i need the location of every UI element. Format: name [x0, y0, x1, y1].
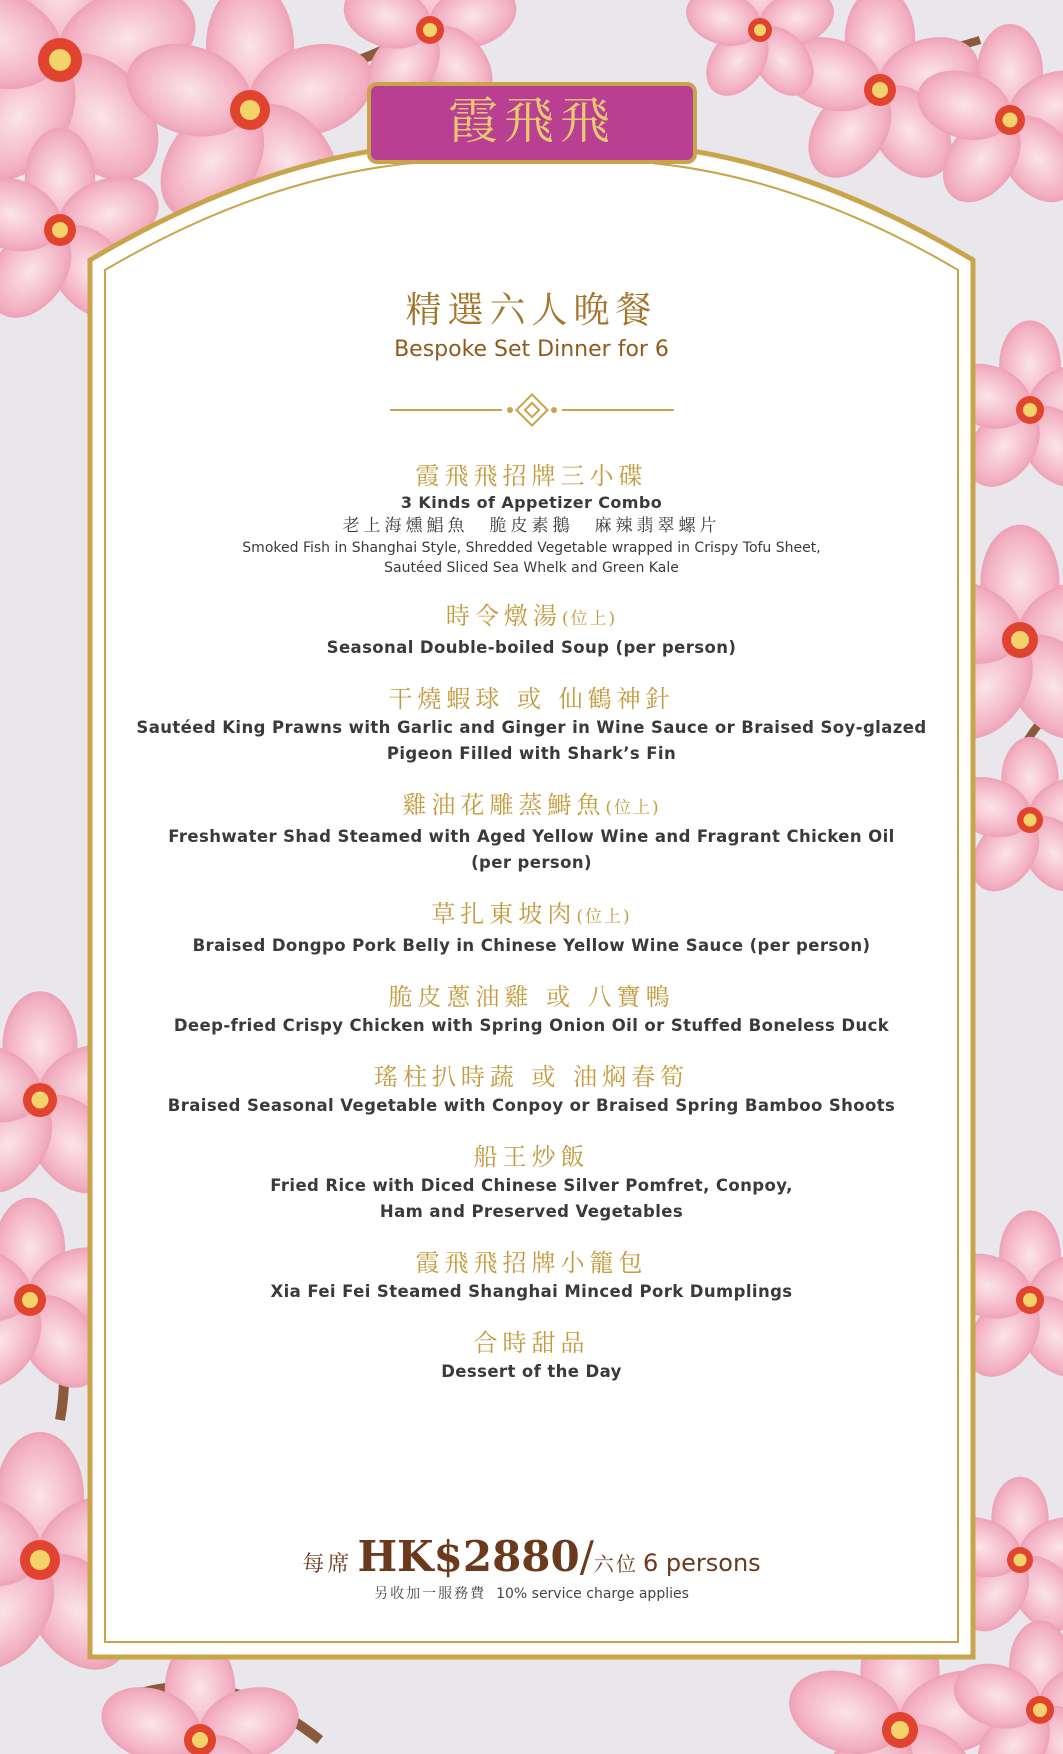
per-person-tag: (位上): [605, 798, 661, 818]
dish-detail-en-2: Sautéed Sliced Sea Whelk and Green Kale: [384, 560, 679, 576]
dish-name-zh: 雞油花雕蒸鰣魚(位上): [402, 791, 661, 819]
dish-name-en-2: Ham and Preserved Vegetables: [379, 1202, 684, 1221]
dish-dumplings: [110, 1247, 953, 1305]
logo-text: 霞飛飛: [448, 92, 616, 150]
dish-name-en: Dessert of the Day: [441, 1362, 622, 1381]
service-charge-en: 10% service charge applies: [496, 1586, 689, 1602]
service-charge-zh: 另收加一服務費: [374, 1586, 487, 1602]
menu-title-en: Bespoke Set Dinner for 6: [394, 337, 669, 362]
dish-name-en: Seasonal Double-boiled Soup (per person): [326, 638, 737, 657]
dish-name-zh: 合時甜品: [473, 1329, 590, 1357]
dish-chicken-duck: [110, 981, 953, 1039]
dish-name-zh: 船王炒飯: [473, 1143, 590, 1171]
price-persons-en: 6 persons: [643, 1549, 761, 1577]
dish-prawns-pigeon: [110, 683, 953, 767]
dish-name-zh: 干燒蝦球 或 仙鶴神針: [388, 685, 675, 713]
dish-fried-rice: [110, 1141, 953, 1225]
dish-name-en: Deep-fried Crispy Chicken with Spring Onion Oil or Stuffed Boneless Duck: [173, 1016, 890, 1035]
dish-name-en: Braised Seasonal Vegetable with Conpoy or Braised Spring Bamboo Shoots: [167, 1096, 896, 1115]
dish-soup: [110, 600, 953, 661]
dish-vegetable: [110, 1061, 953, 1119]
price-persons-zh: 六位: [593, 1552, 638, 1576]
dish-name-en: Xia Fei Fei Steamed Shanghai Minced Pork Dumplings: [270, 1282, 793, 1301]
price-amount: HK$2880: [357, 1532, 580, 1581]
dish-name-en: 3 Kinds of Appetizer Combo: [400, 493, 663, 512]
restaurant-logo: [367, 82, 697, 164]
dish-name-en: Freshwater Shad Steamed with Aged Yellow Wine and Fragrant Chicken Oil: [168, 827, 895, 846]
dish-appetizer: [110, 460, 953, 578]
dish-name-en-2: (per person): [471, 853, 592, 872]
dish-dessert: [110, 1327, 953, 1385]
menu-content: [110, 260, 953, 1407]
dish-name-en-2: Pigeon Filled with Shark’s Fin: [386, 744, 677, 763]
per-person-tag: (位上): [576, 907, 632, 927]
price-line: [110, 1532, 953, 1581]
dish-name-zh: 草扎東坡肉(位上): [431, 900, 632, 928]
dish-name-en: Sautéed King Prawns with Garlic and Ginger in Wine Sauce or Braised Soy-glazed: [136, 718, 927, 737]
price-block: [110, 1532, 953, 1603]
dish-name-en: Braised Dongpo Pork Belly in Chinese Yellow Wine Sauce (per person): [192, 936, 871, 955]
dish-name-zh: 瑤柱扒時蔬 或 油焖春筍: [373, 1063, 690, 1091]
price-label-zh: 每席: [302, 1552, 353, 1577]
dish-detail-en: Smoked Fish in Shanghai Style, Shredded Vegetable wrapped in Crispy Tofu Sheet,: [242, 540, 821, 556]
dish-detail-zh: 老上海燻鯧魚 脆皮素鵝 麻辣翡翠螺片: [342, 516, 721, 536]
per-person-tag: (位上): [561, 609, 618, 629]
dish-name-zh: 霞飛飛招牌小籠包: [415, 1249, 648, 1277]
dish-name-en: Fried Rice with Diced Chinese Silver Pomfret, Conpoy,: [270, 1176, 793, 1195]
ornament-divider: [390, 392, 674, 428]
dish-pork-belly: [110, 898, 953, 959]
dish-shad: [110, 789, 953, 876]
dish-name-zh: 時令燉湯(位上): [445, 602, 618, 630]
dish-name-zh: 霞飛飛招牌三小碟: [415, 462, 648, 490]
service-charge-note: [110, 1583, 953, 1603]
price-slash: /: [579, 1532, 594, 1581]
menu-title-zh: 精選六人晚餐: [405, 290, 658, 331]
dish-name-zh: 脆皮蔥油雞 或 八寶鴨: [388, 983, 675, 1011]
